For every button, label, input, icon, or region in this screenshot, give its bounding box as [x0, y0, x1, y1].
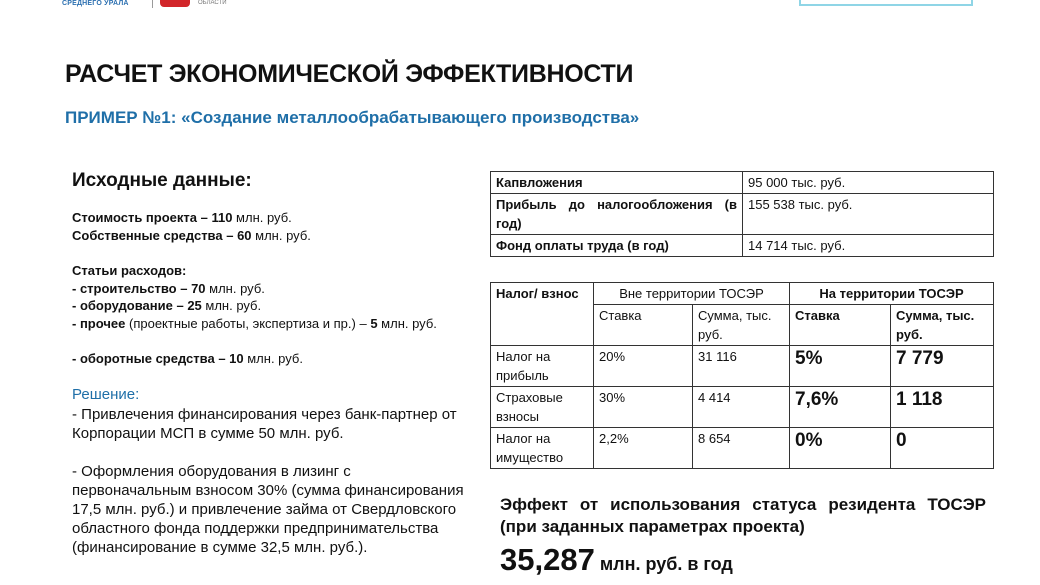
- param-label: Прибыль до налогообложения (в год): [491, 194, 743, 235]
- param-value: 14 714 тыс. руб.: [743, 235, 994, 257]
- effect-value: 35,287: [500, 542, 595, 577]
- own-funds-line: [72, 227, 462, 244]
- expense-label: - оборотные средства –: [72, 351, 230, 366]
- logo-text: СРЕДНЕГО УРАЛА: [62, 0, 129, 7]
- effect-value-line: [500, 542, 733, 578]
- expense-unit: млн. руб.: [201, 298, 262, 313]
- expense-label: - оборудование –: [72, 298, 188, 313]
- outside-sum: 31 116: [693, 346, 790, 387]
- logo-divider: [152, 0, 153, 8]
- inside-rate: 7,6%: [790, 387, 891, 428]
- expense-label: - прочее: [72, 316, 129, 331]
- logo-text-secondary: ОБЛАСТИ: [198, 0, 227, 6]
- inside-rate: 5%: [790, 346, 891, 387]
- effect-unit: млн. руб. в год: [594, 554, 733, 574]
- expense-value: 10: [229, 351, 244, 366]
- rate-subheader: Ставка: [594, 305, 693, 346]
- expense-construction: [72, 280, 462, 297]
- expense-value: 5: [370, 316, 378, 331]
- own-funds-label: Собственные средства –: [72, 228, 238, 243]
- table-row: [491, 194, 994, 235]
- inside-sum: 7 779: [891, 346, 994, 387]
- inside-column-header: На территории ТОСЭР: [790, 283, 994, 305]
- param-label: Капвложения: [491, 172, 743, 194]
- page-title: РАСЧЕТ ЭКОНОМИЧЕСКОЙ ЭФФЕКТИВНОСТИ: [65, 60, 634, 88]
- outside-rate: 20%: [594, 346, 693, 387]
- expense-label: - строительство –: [72, 281, 192, 296]
- param-value: 155 538 тыс. руб.: [743, 194, 994, 235]
- solution-paragraph-2: - Оформления оборудования в лизинг с первоначальным взносом 30% (сумма финансирования 17,5 млн. руб.) и привлечение займа от Свердловского областного фонда поддержки предпринимательства (финансирование в сумме 32,5 млн. руб.).: [72, 463, 464, 556]
- project-params-table: [490, 171, 994, 257]
- solution-heading: Решение:: [72, 386, 140, 403]
- tax-name: Налог на прибыль: [491, 346, 594, 387]
- project-cost-label: Стоимость проекта –: [72, 210, 212, 225]
- expense-unit: млн. руб.: [377, 316, 437, 331]
- expense-dash: –: [355, 316, 371, 331]
- project-cost-line: [72, 209, 462, 226]
- tax-column-header: Налог/ взнос: [491, 283, 594, 346]
- project-cost-value: 110: [211, 210, 233, 225]
- own-funds-unit: млн. руб.: [251, 228, 311, 243]
- table-row: [491, 387, 994, 428]
- expense-value: 25: [187, 298, 202, 313]
- expense-other: [72, 315, 462, 332]
- expense-working-capital: [72, 350, 462, 367]
- inside-rate: 0%: [790, 428, 891, 469]
- own-funds-value: 60: [237, 228, 252, 243]
- expense-note: (проектные работы, экспертиза и пр.): [128, 316, 356, 331]
- table-row: [491, 428, 994, 469]
- expense-unit: млн. руб.: [243, 351, 303, 366]
- param-value: 95 000 тыс. руб.: [743, 172, 994, 194]
- tax-comparison-table: [490, 282, 994, 469]
- effect-description: Эффект от использования статуса резидента ТОСЭР (при заданных параметрах проекта): [500, 495, 986, 536]
- table-row: [491, 235, 994, 257]
- rate-subheader: Ставка: [790, 305, 891, 346]
- sum-subheader: Сумма, тыс. руб.: [693, 305, 790, 346]
- expenses-heading-text: Статьи расходов:: [72, 263, 187, 278]
- inside-sum: 1 118: [891, 387, 994, 428]
- expense-equipment: [72, 297, 462, 314]
- project-cost-unit: млн. руб.: [232, 210, 292, 225]
- expenses-heading: [72, 262, 462, 279]
- page-subtitle: ПРИМЕР №1: «Создание металлообрабатывающего производства»: [65, 108, 640, 127]
- region-emblem-icon: [160, 0, 190, 7]
- expense-unit: млн. руб.: [205, 281, 265, 296]
- param-label: Фонд оплаты труда (в год): [491, 235, 743, 257]
- table-row: [491, 172, 994, 194]
- table-header-row: [491, 283, 994, 305]
- solution-paragraph-1: - Привлечения финансирования через банк-партнер от Корпорации МСП в сумме 50 млн. руб.: [72, 406, 457, 442]
- top-frame: [799, 0, 973, 6]
- initial-data-heading: Исходные данные:: [72, 170, 252, 191]
- table-row: [491, 346, 994, 387]
- outside-rate: 30%: [594, 387, 693, 428]
- expense-value: 70: [191, 281, 206, 296]
- outside-sum: 8 654: [693, 428, 790, 469]
- outside-sum: 4 414: [693, 387, 790, 428]
- tax-name: Налог на имущество: [491, 428, 594, 469]
- outside-rate: 2,2%: [594, 428, 693, 469]
- inside-sum: 0: [891, 428, 994, 469]
- outside-column-header: Вне территории ТОСЭР: [594, 283, 790, 305]
- sum-subheader: Сумма, тыс. руб.: [891, 305, 994, 346]
- tax-name: Страховые взносы: [491, 387, 594, 428]
